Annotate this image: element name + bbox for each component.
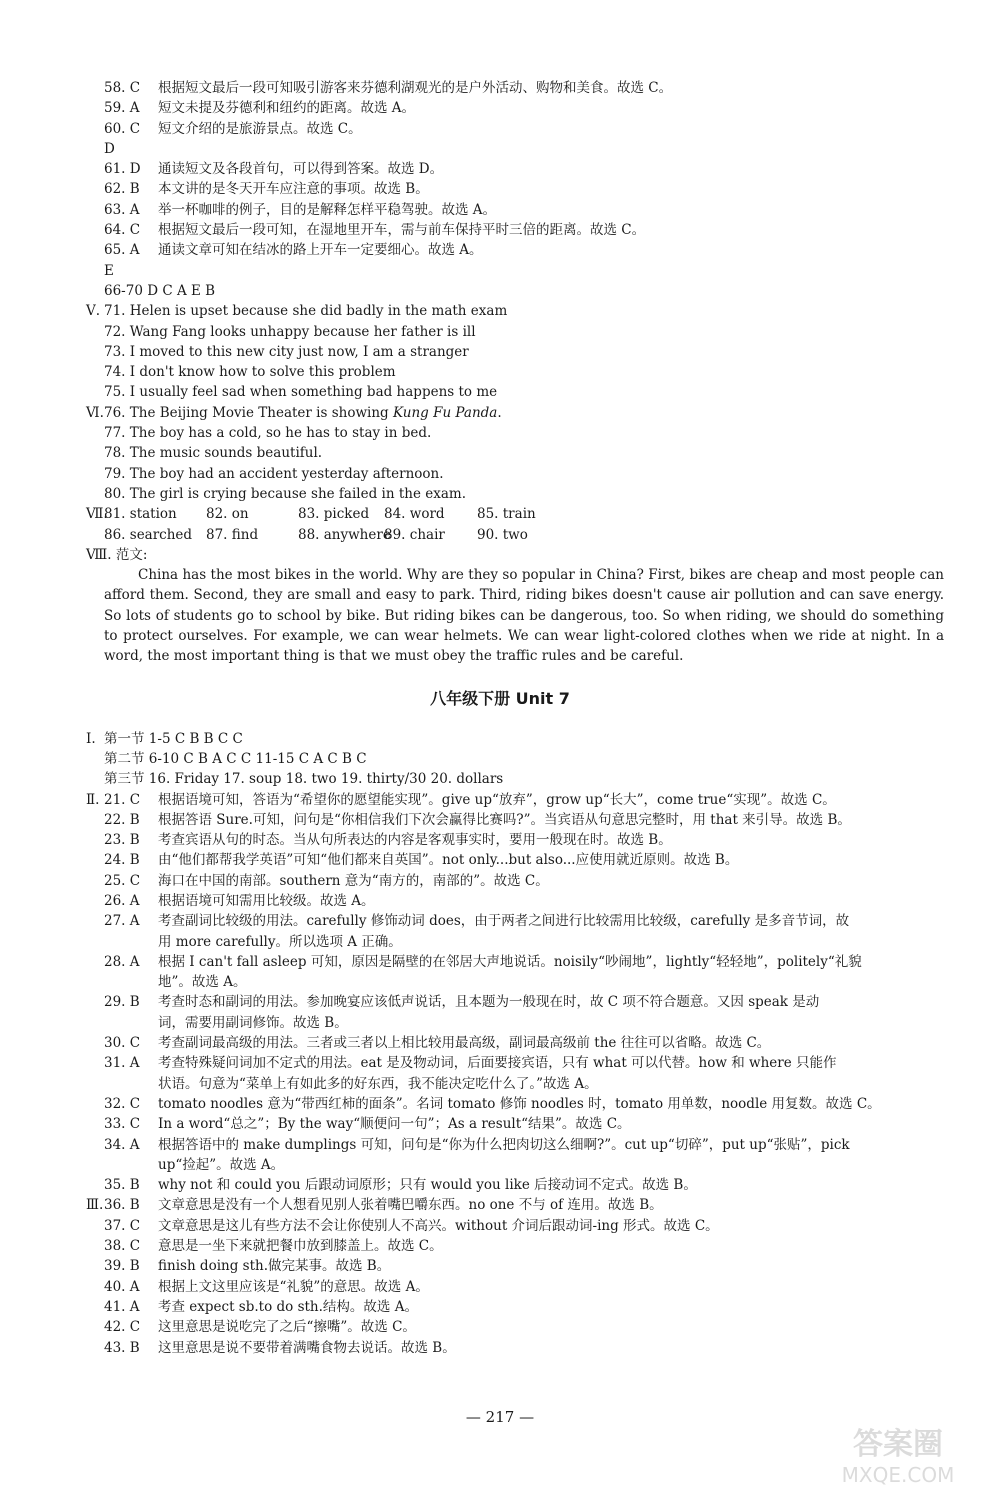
answer-item [0, 220, 1000, 240]
item-number: 24. B [104, 852, 140, 869]
answer-item [0, 1094, 1000, 1114]
answer-item [0, 1114, 1000, 1134]
sentence-text: 80. The girl is crying because she failed in the exam. [104, 485, 466, 502]
item-number: 33. C [104, 1116, 141, 1133]
item-number: 25. C [104, 872, 141, 889]
section-label-vii: Ⅶ. [86, 506, 108, 523]
item-66-70: 66-70 D C A E B [104, 282, 216, 299]
item-explanation: 通读短文及各段首句，可以得到答案。故选 D。 [158, 161, 444, 178]
sec7-row1 [0, 504, 1000, 524]
answer-item [0, 1297, 1000, 1317]
item-number: 36. B [104, 1197, 140, 1214]
item-explanation: 根据语境可知需用比较级。故选 A。 [158, 892, 375, 909]
item-number: 27. A [104, 913, 140, 930]
item-number: 21. C [104, 791, 141, 808]
item-number: 40. A [104, 1278, 140, 1295]
item-explanation: 考查副词比较级的用法。carefully 修饰动词 does，由于两者之间进行比较需用比较级，carefully 是多音节词，故 [158, 913, 850, 930]
item-explanation: 文章意思是这儿有些方法不会让你使别人不高兴。without 介词后跟动词-ing 形式。故选 C。 [158, 1217, 719, 1234]
answer-item [0, 1135, 1000, 1155]
answer-item [0, 1053, 1000, 1073]
item-explanation: 意思是一坐下来就把餐巾放到膝盖上。故选 C。 [158, 1238, 443, 1255]
model-essay: China has the most bikes in the world. Why are they so popular in China? First, bikes are cheap and most people can afford them. Second, they are small and easy to park. Third, riding bikes doesn't cause air pollution and can save energy. So lots of students go to school by bike. But riding bikes can be dangerous, too. So when riding, we should do something to protect ourselves. For example, we can wear helmets. We can wear light-colored clothes when we ride at night. In a word, the most important thing is that we must obey the traffic rules and be careful. [104, 567, 944, 665]
answer-item [0, 78, 1000, 98]
answer-item [0, 1195, 1000, 1215]
answer-item [0, 179, 1000, 199]
item-number: 42. C [104, 1319, 141, 1336]
word-answer: 85. train [477, 506, 536, 523]
answer-item [0, 1013, 1000, 1033]
item-number: 61. D [104, 161, 141, 178]
answer-item [0, 952, 1000, 972]
item-number: 34. A [104, 1136, 140, 1153]
answer-item [0, 972, 1000, 992]
answer-item [0, 850, 1000, 870]
sentence-answer [0, 362, 1000, 382]
answer-item [0, 932, 1000, 952]
answer-item [0, 891, 1000, 911]
sentence-text: 79. The boy had an accident yesterday afternoon. [104, 465, 444, 482]
unit-title: 八年级下册 Unit 7 [430, 688, 570, 708]
item-explanation: 根据语境可知，答语为“希望你的愿望能实现”。give up“放弃”，grow up“长大”，come true“实现”。故选 C。 [158, 791, 836, 808]
answer-item [0, 1175, 1000, 1195]
item-explanation: why not 和 could you 后跟动词原形；只有 would you like 后接动词不定式。故选 B。 [158, 1177, 697, 1194]
svg-text:MXQE.COM: MXQE.COM [841, 1463, 955, 1487]
sentence-text: 77. The boy has a cold, so he has to stay in bed. [104, 425, 432, 442]
word-answer: 87. find [206, 526, 259, 543]
answer-item [0, 1074, 1000, 1094]
item-explanation: 根据上文这里应该是“礼貌”的意思。故选 A。 [158, 1278, 429, 1295]
sentence-text: 72. Wang Fang looks unhappy because her father is ill [104, 323, 476, 340]
item-explanation: 用 more carefully。所以选项 A 正确。 [158, 933, 402, 950]
item-number: 35. B [104, 1177, 140, 1194]
item-number: 31. A [104, 1055, 140, 1072]
item-number: 63. A [104, 201, 140, 218]
sentence-text: 78. The music sounds beautiful. [104, 445, 323, 462]
item-number: 37. C [104, 1217, 141, 1234]
item-explanation: 短文未提及芬德利和纽约的距离。故选 A。 [158, 100, 416, 117]
item-explanation: 地”。故选 A。 [158, 974, 247, 991]
item-number: 23. B [104, 832, 140, 849]
item-number: 30. C [104, 1035, 141, 1052]
item-explanation: 考查副词最高级的用法。三者或三者以上相比较用最高级，副词最高级前 the 往往可以省略。故选 C。 [158, 1035, 771, 1052]
word-answer: 90. two [477, 526, 528, 543]
label-d: D [104, 140, 115, 157]
answer-item [0, 871, 1000, 891]
item-explanation: 本文讲的是冬天开车应注意的事项。故选 B。 [158, 181, 429, 198]
item-explanation: 根据 I can't fall asleep 可知，原因是隔壁的在邻居大声地说话。noisily“吵闹地”，lightly“轻轻地”，politely“礼貌 [158, 953, 862, 970]
watermark-logo [814, 1420, 982, 1490]
sec1-line3: 第三节 16. Friday 17. soup 18. two 19. thirty/30 20. dollars [104, 771, 504, 788]
item-explanation: 词，需要用副词修饰。故选 B。 [158, 1014, 348, 1031]
sentence-answer [0, 443, 1000, 463]
word-answer: 88. anywhere [298, 526, 391, 543]
item-explanation: 海口在中国的南部。southern 意为“南方的，南部的”。故选 C。 [158, 872, 549, 889]
item-76-text: 76. The Beijing Movie Theater is showing Kung Fu Panda. [104, 404, 502, 421]
word-answer: 83. picked [298, 506, 370, 523]
item-explanation: 这里意思是说吃完了之后“擦嘴”。故选 C。 [158, 1319, 416, 1336]
answer-item [0, 1236, 1000, 1256]
item-number: 26. A [104, 892, 140, 909]
word-answer: 81. station [104, 506, 177, 523]
sentence-text: 71. Helen is upset because she did badly in the math exam [104, 303, 508, 320]
item-explanation: 考查 expect sb.to do sth.结构。故选 A。 [158, 1298, 418, 1315]
answer-item [0, 1033, 1000, 1053]
sentence-text: 74. I don't know how to solve this problem [104, 364, 396, 381]
item-number: 41. A [104, 1298, 140, 1315]
page-number: — 217 — [465, 1408, 535, 1426]
item-number: 32. C [104, 1095, 141, 1112]
sentence-text: 73. I moved to this new city just now, I am a stranger [104, 343, 469, 360]
sentence-answer [0, 382, 1000, 402]
answer-item [0, 790, 1000, 810]
answer-item [0, 992, 1000, 1012]
svg-text:答案圈: 答案圈 [853, 1427, 943, 1462]
item-explanation: finish doing sth.做完某事。故选 B。 [158, 1258, 391, 1275]
answer-item [0, 200, 1000, 220]
item-explanation: 举一杯咖啡的例子，目的是解释怎样平稳驾驶。故选 A。 [158, 201, 497, 218]
sec7-row2 [0, 525, 1000, 545]
item-explanation: 通读文章可知在结冰的路上开车一定要细心。故选 A。 [158, 242, 483, 259]
item-explanation: In a word“总之”；By the way“顺便问一句”；As a result“结果”。故选 C。 [158, 1116, 631, 1133]
answer-item [0, 240, 1000, 260]
answer-item [0, 830, 1000, 850]
item-number: 59. A [104, 100, 140, 117]
answer-item [0, 119, 1000, 139]
item-number: 62. B [104, 181, 140, 198]
sentence-answer [0, 423, 1000, 443]
item-number: 64. C [104, 222, 141, 239]
sentence-answer [0, 464, 1000, 484]
item-explanation: 考查时态和副词的用法。参加晚宴应该低声说话，且本题为一般现在时，故 C 项不符合题意。又因 speak 是动 [158, 994, 820, 1011]
item-explanation: 由“他们都帮我学英语”可知“他们都来自英国”。not only...but also...应使用就近原则。故选 B。 [158, 852, 739, 869]
answer-item [0, 911, 1000, 931]
section-label-v: Ⅴ. [86, 303, 101, 320]
answer-item [0, 1155, 1000, 1175]
item-number: 22. B [104, 811, 140, 828]
section-label-i: Ⅰ. [86, 730, 96, 747]
sentence-answer [0, 342, 1000, 362]
sentence-answer [0, 484, 1000, 504]
answer-item [0, 1277, 1000, 1297]
item-number: 28. A [104, 953, 140, 970]
item-explanation: tomato noodles 意为“带西红柿的面条”。名词 tomato 修饰 noodles 时，tomato 用单数，noodle 用复数。故选 C。 [158, 1095, 881, 1112]
sentence-answer [0, 322, 1000, 342]
sec1-line2: 第二节 6-10 C B A C C 11-15 C A C B C [104, 750, 367, 767]
section-label-viii: Ⅷ. 范文: [86, 546, 148, 563]
answer-page [0, 78, 1000, 1358]
section-label-vi: Ⅵ. [86, 404, 104, 421]
word-answer: 84. word [384, 506, 445, 523]
item-explanation: 考查宾语从句的时态。当从句所表达的内容是客观事实时，要用一般现在时。故选 B。 [158, 832, 672, 849]
word-answer: 86. searched [104, 526, 193, 543]
item-number: 43. B [104, 1339, 140, 1356]
sentence-answer [0, 301, 1000, 321]
section-label-ii: Ⅱ. [86, 791, 100, 808]
answer-item [0, 1317, 1000, 1337]
item-explanation: 短文介绍的是旅游景点。故选 C。 [158, 120, 362, 137]
sec8-heading [0, 545, 1000, 565]
item-explanation: 根据短文最后一段可知吸引游客来芬德利湖观光的是户外活动、购物和美食。故选 C。 [158, 80, 673, 96]
label-e: E [104, 262, 114, 279]
answer-item [0, 1216, 1000, 1236]
word-answer: 82. on [206, 506, 249, 523]
answer-item [0, 1338, 1000, 1358]
word-answer: 89. chair [384, 526, 445, 543]
item-number: 38. C [104, 1238, 141, 1255]
item-explanation: 文章意思是没有一个人想看见别人张着嘴巴嚼东西。no one 不与 of 连用。故选 B。 [158, 1197, 663, 1214]
answer-item [0, 98, 1000, 118]
item-explanation: 这里意思是说不要带着满嘴食物去说话。故选 B。 [158, 1339, 456, 1356]
answer-item [0, 1256, 1000, 1276]
item-76 [0, 403, 1000, 423]
answer-item [0, 810, 1000, 830]
item-explanation: 考查特殊疑问词加不定式的用法。eat 是及物动词，后面要接宾语，只有 what 可以代替。how 和 where 只能作 [158, 1055, 837, 1072]
item-explanation: up“捡起”。故选 A。 [158, 1156, 285, 1173]
sec1-line1: Ⅰ. 第一节 1-5 C B B C C [0, 729, 1000, 749]
item-explanation: 根据短文最后一段可知，在湿地里开车，需与前车保持平时三倍的距离。故选 C。 [158, 222, 646, 239]
item-number: 39. B [104, 1258, 140, 1275]
answer-item [0, 159, 1000, 179]
item-number: 29. B [104, 994, 140, 1011]
section-label-iii: Ⅲ. [86, 1197, 104, 1214]
item-explanation: 根据答语 Sure.可知，问句是“你相信我们下次会赢得比赛吗?”。当宾语从句意思完整时，用 that 来引导。故选 B。 [158, 811, 851, 828]
sentence-text: 75. I usually feel sad when something bad happens to me [104, 384, 498, 401]
item-number: 60. C [104, 120, 141, 137]
item-number: 58. C [104, 80, 141, 96]
item-explanation: 根据答语中的 make dumplings 可知，问句是“你为什么把肉切这么细啊?”。cut up“切碎”，put up“张贴”，pick [158, 1136, 850, 1153]
item-number: 65. A [104, 242, 140, 259]
item-explanation: 状语。句意为“菜单上有如此多的好东西，我不能决定吃什么了。”故选 A。 [158, 1075, 598, 1092]
